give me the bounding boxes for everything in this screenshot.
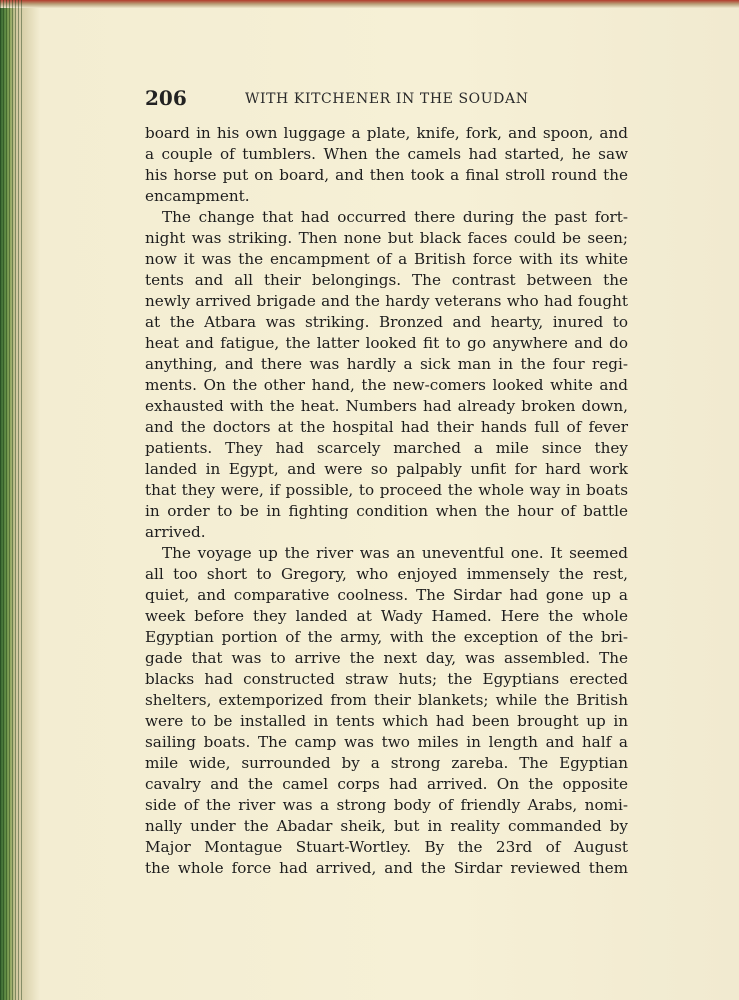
text-line: Major Montague Stuart-Wortley. By the 23rd of August [145, 838, 628, 856]
text-line: night was striking. Then none but black faces could be seen; [145, 229, 628, 247]
text-line: shelters, extemporized from their blankets; while the British [145, 691, 628, 709]
text-line: quiet, and comparative coolness. The Sirdar had gone up a [145, 586, 628, 604]
text-line: nally under the Abadar sheik, but in reality commanded by [145, 817, 628, 835]
text-line: at the Atbara was striking. Bronzed and hearty, inured to [145, 313, 628, 331]
text-line: exhausted with the heat. Numbers had already broken down, [145, 397, 628, 415]
text-line: mile wide, surrounded by a strong zareba. The Egyptian [145, 754, 628, 772]
text-line: board in his own luggage a plate, knife, fork, and spoon, and [145, 124, 628, 142]
text-line: in order to be in fighting condition when the hour of battle [145, 502, 628, 520]
text-line: and the doctors at the hospital had their hands full of fever [145, 418, 628, 436]
text-line: blacks had constructed straw huts; the Egyptians erected [145, 670, 628, 688]
page-number: 206 [145, 86, 187, 110]
text-line: tents and all their belongings. The contrast between the [145, 271, 628, 289]
text-line: cavalry and the camel corps had arrived. On the opposite [145, 775, 628, 793]
text-line: week before they landed at Wady Hamed. Here the whole [145, 607, 628, 625]
text-line: were to be installed in tents which had been brought up in [145, 712, 628, 730]
text-line: his horse put on board, and then took a final stroll round the [145, 166, 628, 184]
body-text [145, 123, 628, 879]
text-line: now it was the encampment of a British force with its white [145, 250, 628, 268]
text-line: anything, and there was hardly a sick man in the four regi- [145, 355, 628, 373]
text-line: patients. They had scarcely marched a mile since they [145, 439, 628, 457]
running-head: WITH KITCHENER IN THE SOUDAN [245, 91, 529, 107]
text-line: The voyage up the river was an uneventful one. It seemed [162, 544, 628, 562]
text-line: arrived. [145, 523, 206, 541]
text-line: The change that had occurred there during the past fort- [162, 208, 628, 226]
text-line: gade that was to arrive the next day, was assembled. The [145, 649, 628, 667]
text-line: that they were, if possible, to proceed the whole way in boats [145, 481, 628, 499]
text-line: heat and fatigue, the latter looked fit to go anywhere and do [145, 334, 628, 352]
text-line: ments. On the other hand, the new-comers looked white and [145, 376, 628, 394]
text-line: newly arrived brigade and the hardy veterans who had fought [145, 292, 628, 310]
text-line: all too short to Gregory, who enjoyed immensely the rest, [145, 565, 628, 583]
book-spine-edge [0, 0, 22, 1000]
text-line: sailing boats. The camp was two miles in length and half a [145, 733, 628, 751]
text-line: Egyptian portion of the army, with the exception of the bri- [145, 628, 628, 646]
text-line: encampment. [145, 187, 250, 205]
text-line: landed in Egypt, and were so palpably unfit for hard work [145, 460, 628, 478]
text-line: side of the river was a strong body of friendly Arabs, nomi- [145, 796, 628, 814]
page-header [145, 86, 628, 110]
text-line: the whole force had arrived, and the Sirdar reviewed them [145, 859, 628, 877]
text-line: a couple of tumblers. When the camels had started, he saw [145, 145, 628, 163]
top-page-edge [0, 0, 739, 8]
